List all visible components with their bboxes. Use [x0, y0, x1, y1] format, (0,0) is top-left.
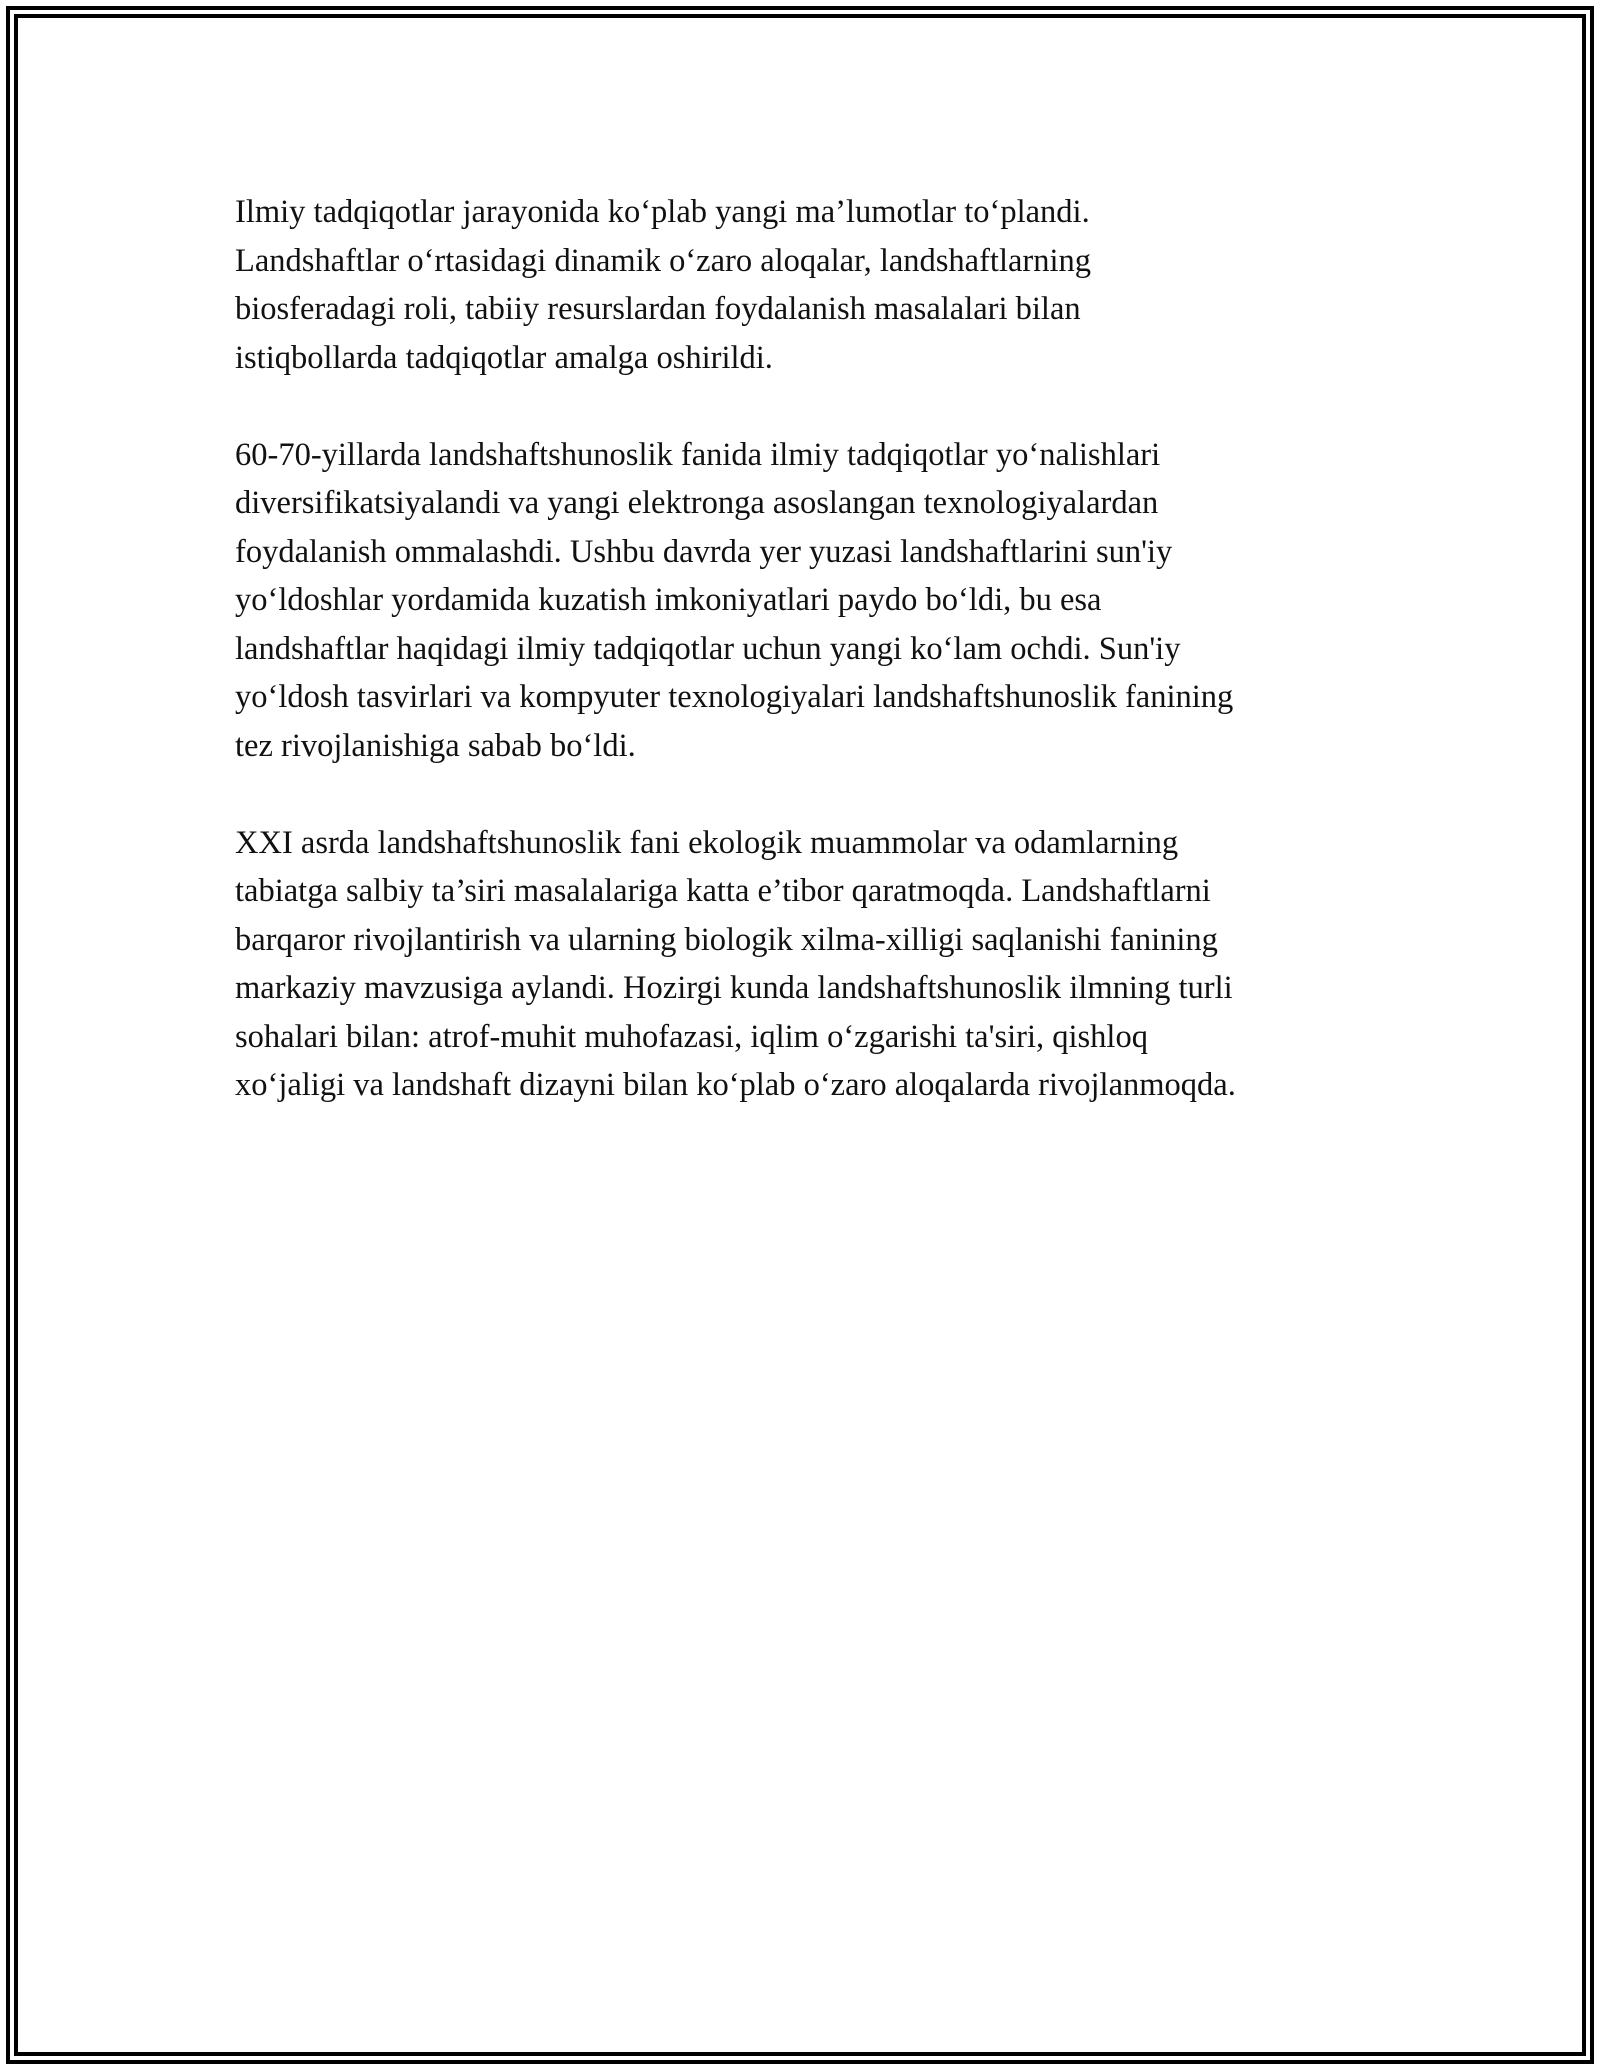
text-line: tez rivojlanishiga sabab bo‘ldi.	[235, 727, 636, 764]
text-line: istiqbollarda tadqiqotlar amalga oshirildi.	[235, 339, 773, 376]
text-line: landshaftlar haqidagi ilmiy tadqiqotlar uchun yangi ko‘lam ochdi. Sun'iy	[235, 630, 1181, 667]
paragraph-3	[235, 819, 1385, 1110]
paragraph-2	[235, 431, 1385, 771]
text-line: Landshaftlar o‘rtasidagi dinamik o‘zaro aloqalar, landshaftlarning	[235, 242, 1092, 279]
text-line: biosferadagi roli, tabiiy resurslardan foydalanish masalalari bilan	[235, 291, 1081, 327]
text-line: yo‘ldosh tasvirlari va kompyuter texnologiyalari landshaftshunoslik fanining	[235, 679, 1234, 715]
paragraph-1	[235, 188, 1385, 382]
text-line: 60-70-yillarda landshaftshunoslik fanida ilmiy tadqiqotlar yo‘nalishlari	[235, 436, 1161, 473]
text-line: markaziy mavzusiga aylandi. Hozirgi kunda landshaftshunoslik ilmning turli	[235, 970, 1233, 1006]
text-line: sohalari bilan: atrof-muhit muhofazasi, iqlim o‘zgarishi ta'siri, qishloq	[235, 1018, 1148, 1055]
text-line: foydalanish ommalashdi. Ushbu davrda yer yuzasi landshaftlarini sun'iy	[235, 533, 1173, 570]
text-line: yo‘ldoshlar yordamida kuzatish imkoniyatlari paydo bo‘ldi, bu esa	[235, 582, 1102, 618]
text-line: Ilmiy tadqiqotlar jarayonida ko‘plab yangi ma’lumotlar to‘plandi.	[235, 194, 1090, 230]
text-line: xo‘jaligi va landshaft dizayni bilan ko‘plab o‘zaro aloqalarda rivojlanmoqda.	[235, 1067, 1236, 1103]
text-line: barqaror rivojlantirish va ularning biologik xilma-xilligi saqlanishi fanining	[235, 921, 1218, 958]
text-line: tabiatga salbiy ta’siri masalalariga katta e’tibor qaratmoqda. Landshaftlarni	[235, 873, 1211, 909]
text-line: XXI asrda landshaftshunoslik fani ekologik muammolar va odamlarning	[235, 824, 1179, 861]
document-body	[235, 188, 1385, 1158]
text-line: diversifikatsiyalandi va yangi elektronga asoslangan texnologiyalardan	[235, 485, 1159, 521]
